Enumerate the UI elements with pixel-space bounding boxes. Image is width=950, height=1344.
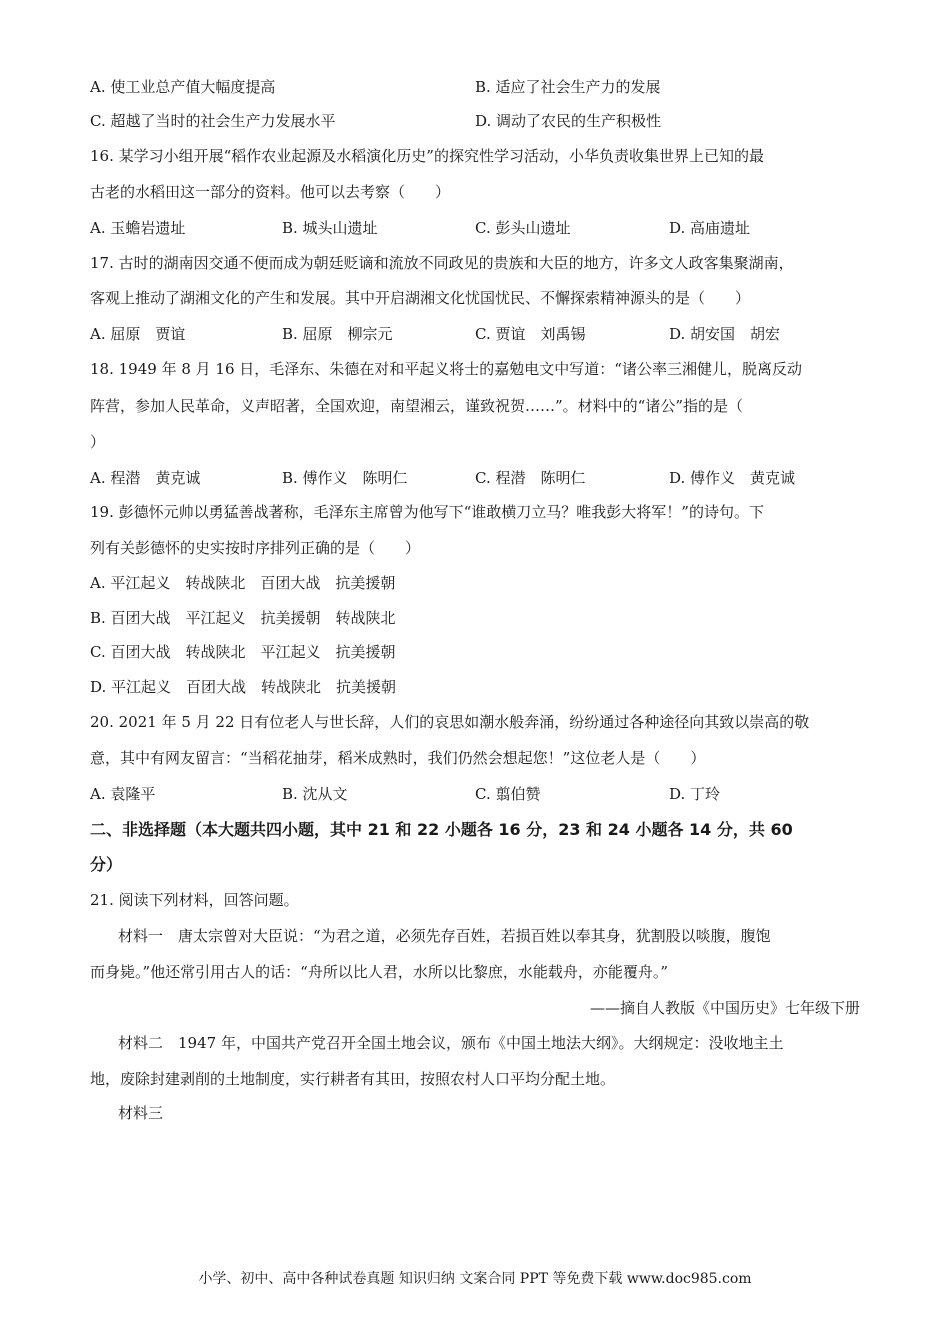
q17-option-b: B. 屈原 柳宗元 <box>282 325 393 343</box>
q18-option-b: B. 傅作义 陈明仁 <box>282 469 408 487</box>
q21-material-2-line-1: 材料二 1947 年，中国共产党召开全国土地会议，颁布《中国土地法大纲》。大纲规定：没收地主土 <box>118 1034 784 1052</box>
q19-line-1: 19. 彭德怀元帅以勇猛善战著称，毛泽东主席曾为他写下“谁敢横刀立马？唯我彭大将军！”的诗句。下 <box>90 503 764 521</box>
q19-option-d: D. 平江起义 百团大战 转战陕北 抗美援朝 <box>90 678 397 696</box>
q18-line-3: ） <box>90 433 106 451</box>
q20-option-c: C. 翦伯赞 <box>475 785 541 803</box>
q15-option-d: D. 调动了农民的生产积极性 <box>475 112 662 130</box>
q20-option-b: B. 沈从文 <box>282 785 348 803</box>
q21-material-1-source: ——摘自人教版《中国历史》七年级下册 <box>589 999 860 1017</box>
q16-line-1: 16. 某学习小组开展“稻作农业起源及水稻演化历史”的探究性学习活动，小华负责收集世界上已知的最 <box>90 147 764 165</box>
q17-line-2: 客观上推动了湖湘文化的产生和发展。其中开启湖湘文化忧国忧民、不懈探索精神源头的是（ ） <box>90 289 751 307</box>
q16-line-2: 古老的水稻田这一部分的资料。他可以去考察（ ） <box>90 183 451 201</box>
q16-option-b: B. 城头山遗址 <box>282 219 378 237</box>
q21-material-2-line-2: 地，废除封建剥削的土地制度，实行耕者有其田，按照农村人口平均分配土地。 <box>90 1070 616 1088</box>
q18-option-c: C. 程潜 陈明仁 <box>475 469 586 487</box>
q15-option-c: C. 超越了当时的社会生产力发展水平 <box>90 112 336 130</box>
q18-option-a: A. 程潜 黄克诚 <box>90 469 201 487</box>
q19-line-2: 列有关彭德怀的史实按时序排列正确的是（ ） <box>90 539 421 557</box>
q17-line-1: 17. 古时的湖南因交通不便而成为朝廷贬谪和流放不同政见的贵族和大臣的地方，许多文人政客集聚湖南， <box>90 254 794 272</box>
q17-option-a: A. 屈原 贾谊 <box>90 325 186 343</box>
q15-option-b: B. 适应了社会生产力的发展 <box>475 78 661 96</box>
q21-material-3-label: 材料三 <box>118 1104 164 1122</box>
q21-intro: 21. 阅读下列材料，回答问题。 <box>90 891 299 909</box>
q16-option-c: C. 彭头山遗址 <box>475 219 571 237</box>
q16-option-d: D. 高庙遗址 <box>669 219 751 237</box>
q15-option-a: A. 使工业总产值大幅度提高 <box>90 78 276 96</box>
q20-line-2: 意，其中有网友留言：“当稻花抽芽，稻米成熟时，我们仍然会想起您！”这位老人是（ ） <box>90 749 706 767</box>
q18-option-d: D. 傅作义 黄克诚 <box>669 469 796 487</box>
q18-line-1: 18. 1949 年 8 月 16 日，毛泽东、朱德在对和平起义将士的嘉勉电文中写道：“诸公率三湘健儿，脱离反动 <box>90 360 802 378</box>
q19-option-c: C. 百团大战 转战陕北 平江起义 抗美援朝 <box>90 643 396 661</box>
page-footer: 小学、初中、高中各种试卷真题 知识归纳 文案合同 PPT 等免费下载 www.doc985.com <box>198 1271 752 1287</box>
q19-option-a: A. 平江起义 转战陕北 百团大战 抗美援朝 <box>90 574 396 592</box>
q21-material-1-line-1: 材料一 唐太宗曾对大臣说：“为君之道，必须先存百姓，若损百姓以奉其身，犹割股以啖腹，腹饱 <box>118 927 771 945</box>
q18-line-2: 阵营，参加人民革命，义声昭著，全国欢迎，南望湘云，谨致祝贺……”。材料中的“诸公”指的是（ <box>90 397 744 415</box>
section-2-heading-line-2: 分） <box>90 855 123 874</box>
q17-option-d: D. 胡安国 胡宏 <box>669 325 781 343</box>
section-2-heading-line-1: 二、非选择题（本大题共四小题，其中 21 和 22 小题各 16 分，23 和 24 小题各 14 分，共 60 <box>90 820 793 839</box>
q17-option-c: C. 贾谊 刘禹锡 <box>475 325 586 343</box>
q21-material-1-line-2: 而身毙。”他还常引用古人的话：“舟所以比人君，水所以比黎庶，水能载舟，亦能覆舟。” <box>90 963 669 981</box>
q20-line-1: 20. 2021 年 5 月 22 日有位老人与世长辞，人们的哀思如潮水般奔涌，纷纷通过各种途径向其致以崇高的敬 <box>90 713 810 731</box>
q20-option-d: D. 丁玲 <box>669 785 721 803</box>
q20-option-a: A. 袁隆平 <box>90 785 156 803</box>
q16-option-a: A. 玉蟾岩遗址 <box>90 219 186 237</box>
q19-option-b: B. 百团大战 平江起义 抗美援朝 转战陕北 <box>90 609 396 627</box>
